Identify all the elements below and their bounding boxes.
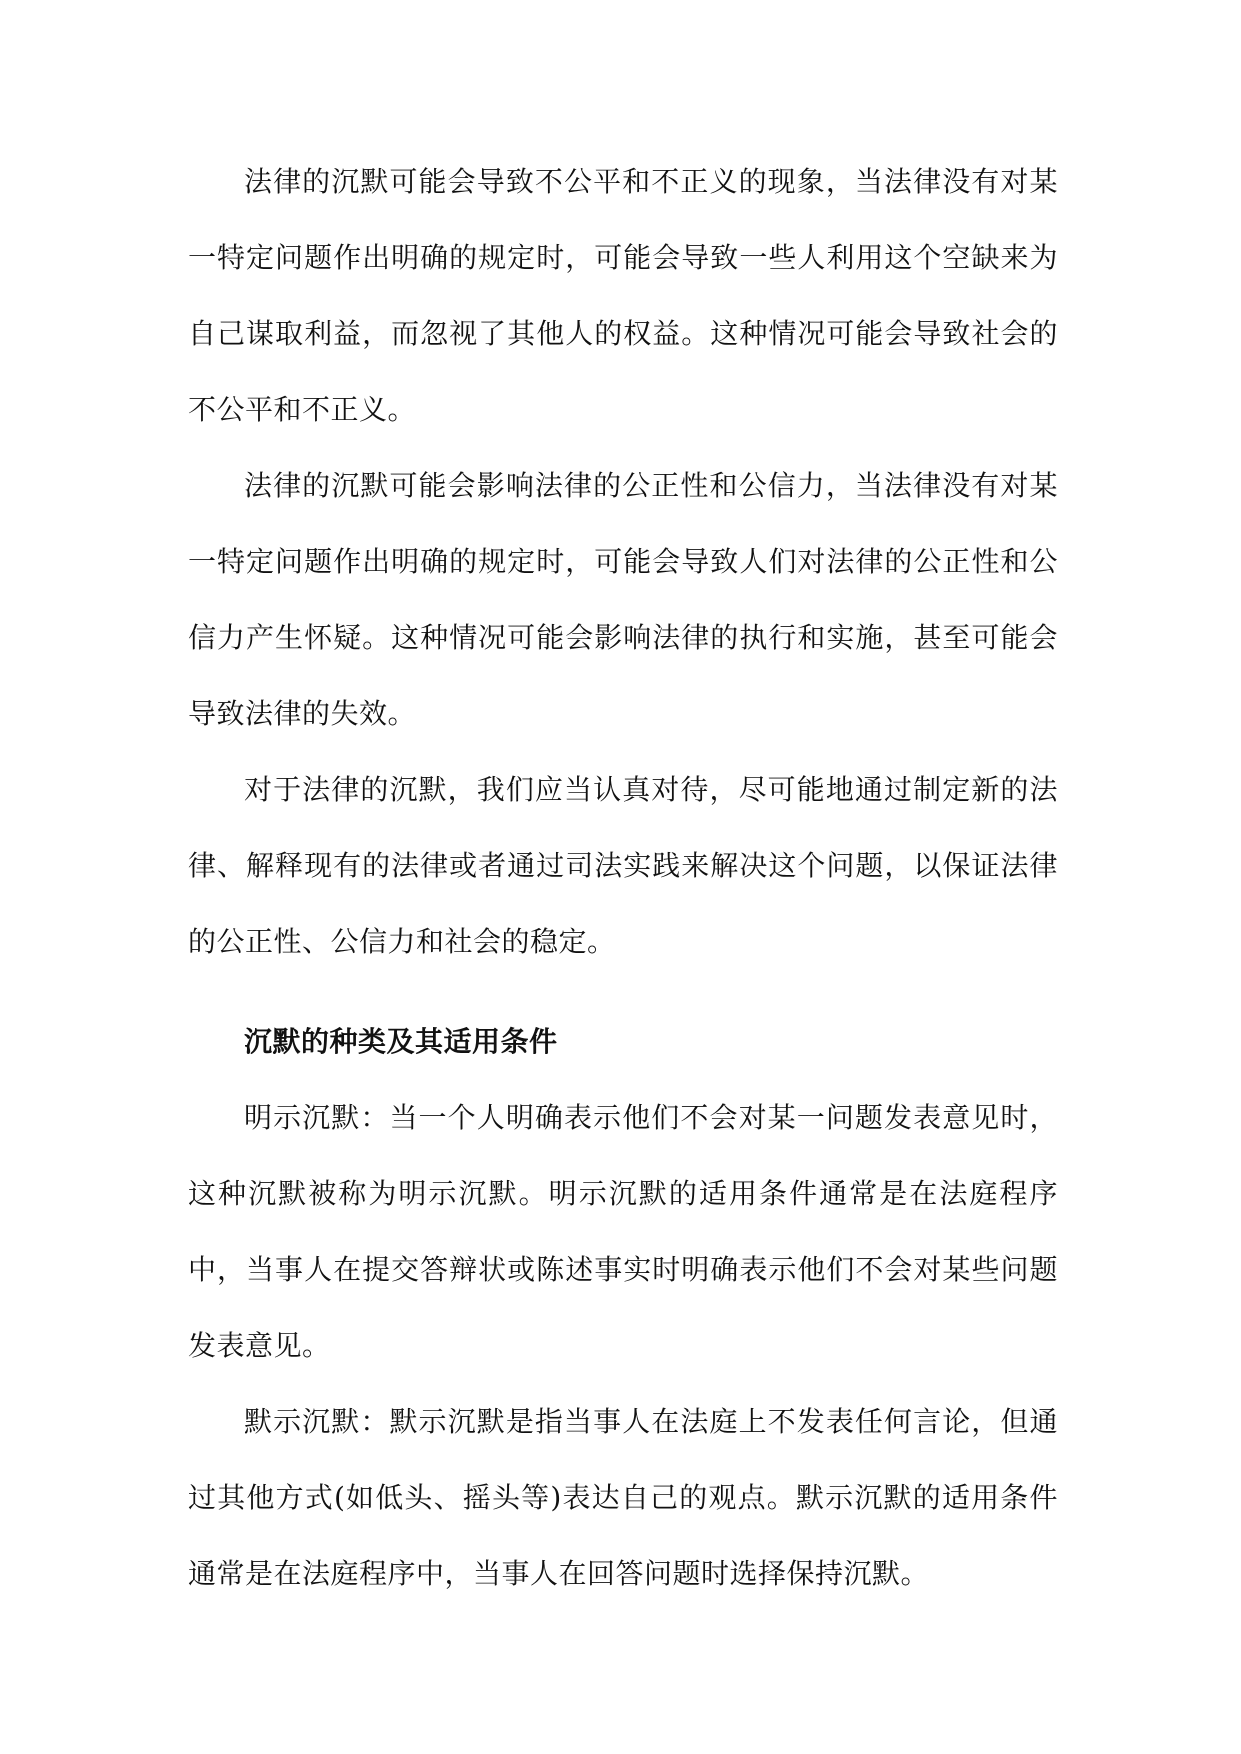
paragraph-credibility: 法律的沉默可能会影响法律的公正性和公信力，当法律没有对某一特定问题作出明确的规定时，可能会导致人们对法律的公正性和公信力产生怀疑。这种情况可能会影响法律的执行和实施，甚至可能会导致法律的失效。 [188, 469, 1058, 730]
section-heading: 沉默的种类及其适用条件 [244, 1025, 558, 1058]
paragraph-response: 对于法律的沉默，我们应当认真对待，尽可能地通过制定新的法律、解释现有的法律或者通过司法实践来解决这个问题，以保证法律的公正性、公信力和社会的稳定。 [188, 773, 1058, 958]
paragraph-unfairness: 法律的沉默可能会导致不公平和不正义的现象，当法律没有对某一特定问题作出明确的规定时，可能会导致一些人利用这个空缺来为自己谋取利益，而忽视了其他人的权益。这种情况可能会导致社会的不公平和不正义。 [188, 165, 1058, 426]
document-body [188, 144, 1058, 1612]
paragraph-express-silence: 明示沉默：当一个人明确表示他们不会对某一问题发表意见时，这种沉默被称为明示沉默。明示沉默的适用条件通常是在法庭程序中，当事人在提交答辩状或陈述事实时明确表示他们不会对某些问题发表意见。 [188, 1101, 1058, 1362]
paragraph-implied-silence: 默示沉默：默示沉默是指当事人在法庭上不发表任何言论，但通过其他方式(如低头、摇头等)表达自己的观点。默示沉默的适用条件通常是在法庭程序中，当事人在回答问题时选择保持沉默。 [188, 1405, 1058, 1590]
